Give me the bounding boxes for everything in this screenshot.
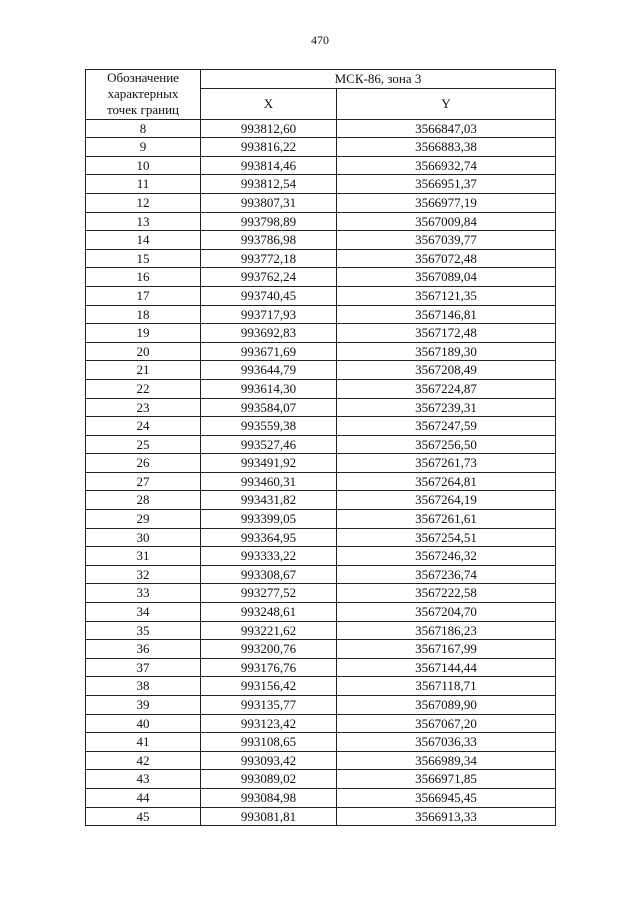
- point-number-cell: 20: [86, 342, 201, 361]
- table-row: [86, 547, 556, 566]
- y-coordinate-cell: 3566977,19: [337, 193, 556, 212]
- table-row: [86, 305, 556, 324]
- point-header-line: точек границ: [106, 102, 180, 118]
- point-number-cell: 37: [86, 658, 201, 677]
- point-number-cell: 38: [86, 677, 201, 696]
- x-coordinate-cell: 993135,77: [201, 696, 337, 715]
- table-row: [86, 417, 556, 436]
- table-row: [86, 379, 556, 398]
- y-coordinate-cell: 3567067,20: [337, 714, 556, 733]
- x-coordinate-cell: 993491,92: [201, 454, 337, 473]
- y-coordinate-cell: 3567036,33: [337, 733, 556, 752]
- point-number-cell: 21: [86, 361, 201, 380]
- table-row: [86, 454, 556, 473]
- y-coordinate-cell: 3567089,04: [337, 268, 556, 287]
- y-coordinate-cell: 3567261,61: [337, 510, 556, 529]
- table-row: [86, 603, 556, 622]
- x-coordinate-cell: 993812,60: [201, 119, 337, 138]
- table-row: [86, 621, 556, 640]
- point-number-cell: 36: [86, 640, 201, 659]
- point-number-cell: 10: [86, 156, 201, 175]
- table-row: [86, 640, 556, 659]
- table-row: [86, 770, 556, 789]
- y-coordinate-cell: 3567256,50: [337, 435, 556, 454]
- point-number-cell: 34: [86, 603, 201, 622]
- y-coordinate-cell: 3567246,32: [337, 547, 556, 566]
- x-coordinate-cell: 993084,98: [201, 788, 337, 807]
- x-coordinate-cell: 993807,31: [201, 193, 337, 212]
- table-row: [86, 156, 556, 175]
- point-number-cell: 39: [86, 696, 201, 715]
- table-row: [86, 472, 556, 491]
- point-number-cell: 32: [86, 565, 201, 584]
- point-number-cell: 27: [86, 472, 201, 491]
- y-coordinate-cell: 3566945,45: [337, 788, 556, 807]
- point-number-cell: 18: [86, 305, 201, 324]
- x-coordinate-cell: 993089,02: [201, 770, 337, 789]
- point-number-cell: 14: [86, 231, 201, 250]
- y-coordinate-cell: 3567144,44: [337, 658, 556, 677]
- y-coordinate-cell: 3566989,34: [337, 751, 556, 770]
- point-number-cell: 44: [86, 788, 201, 807]
- x-coordinate-cell: 993527,46: [201, 435, 337, 454]
- y-coordinate-cell: 3567264,19: [337, 491, 556, 510]
- x-coordinate-cell: 993460,31: [201, 472, 337, 491]
- y-coordinate-cell: 3567089,90: [337, 696, 556, 715]
- y-coordinate-cell: 3567167,99: [337, 640, 556, 659]
- y-coordinate-cell: 3567247,59: [337, 417, 556, 436]
- x-coordinate-cell: 993740,45: [201, 286, 337, 305]
- x-coordinate-cell: 993156,42: [201, 677, 337, 696]
- table-row: [86, 491, 556, 510]
- point-header-line: Обозначение: [107, 70, 179, 86]
- x-coordinate-cell: 993248,61: [201, 603, 337, 622]
- table-header-row: [86, 70, 556, 89]
- point-number-cell: 33: [86, 584, 201, 603]
- y-coordinate-cell: 3567121,35: [337, 286, 556, 305]
- x-coordinate-cell: 993123,42: [201, 714, 337, 733]
- point-number-cell: 8: [86, 119, 201, 138]
- point-number-cell: 40: [86, 714, 201, 733]
- point-number-cell: 16: [86, 268, 201, 287]
- x-coordinate-cell: 993614,30: [201, 379, 337, 398]
- y-coordinate-cell: 3567172,48: [337, 324, 556, 343]
- point-number-cell: 24: [86, 417, 201, 436]
- x-coordinate-cell: 993200,76: [201, 640, 337, 659]
- coordinates-table: [85, 69, 556, 826]
- table-row: [86, 435, 556, 454]
- y-coordinate-cell: 3567236,74: [337, 565, 556, 584]
- point-number-cell: 12: [86, 193, 201, 212]
- y-coordinate-cell: 3566971,85: [337, 770, 556, 789]
- table-row: [86, 788, 556, 807]
- x-coordinate-cell: 993308,67: [201, 565, 337, 584]
- y-coordinate-cell: 3567239,31: [337, 398, 556, 417]
- x-coordinate-cell: 993812,54: [201, 175, 337, 194]
- y-coordinate-cell: 3567118,71: [337, 677, 556, 696]
- x-coordinate-cell: 993364,95: [201, 528, 337, 547]
- x-coordinate-cell: 993093,42: [201, 751, 337, 770]
- table-row: [86, 510, 556, 529]
- table-row: [86, 268, 556, 287]
- y-coordinate-cell: 3567264,81: [337, 472, 556, 491]
- y-coordinate-cell: 3567204,70: [337, 603, 556, 622]
- table-row: [86, 119, 556, 138]
- y-coordinate-cell: 3567072,48: [337, 249, 556, 268]
- point-number-cell: 31: [86, 547, 201, 566]
- x-coordinate-cell: 993176,76: [201, 658, 337, 677]
- point-number-cell: 30: [86, 528, 201, 547]
- point-number-cell: 28: [86, 491, 201, 510]
- x-coordinate-cell: 993584,07: [201, 398, 337, 417]
- table-row: [86, 733, 556, 752]
- table-row: [86, 342, 556, 361]
- point-number-cell: 26: [86, 454, 201, 473]
- x-coordinate-cell: 993798,89: [201, 212, 337, 231]
- point-number-cell: 17: [86, 286, 201, 305]
- x-coordinate-cell: 993671,69: [201, 342, 337, 361]
- table-row: [86, 807, 556, 826]
- table-row: [86, 565, 556, 584]
- x-coordinate-cell: 993108,65: [201, 733, 337, 752]
- point-header-line: характерных: [107, 86, 179, 102]
- point-number-cell: 15: [86, 249, 201, 268]
- table-row: [86, 175, 556, 194]
- x-coordinate-cell: 993814,46: [201, 156, 337, 175]
- table-row: [86, 324, 556, 343]
- x-coordinate-cell: 993431,82: [201, 491, 337, 510]
- point-number-cell: 19: [86, 324, 201, 343]
- table-row: [86, 751, 556, 770]
- y-coordinate-cell: 3567009,84: [337, 212, 556, 231]
- y-coordinate-cell: 3566932,74: [337, 156, 556, 175]
- x-coordinate-cell: 993786,98: [201, 231, 337, 250]
- x-coordinate-cell: 993081,81: [201, 807, 337, 826]
- point-number-cell: 22: [86, 379, 201, 398]
- page-number: 470: [311, 33, 329, 47]
- table-row: [86, 658, 556, 677]
- y-coordinate-cell: 3567189,30: [337, 342, 556, 361]
- table-row: [86, 584, 556, 603]
- x-coordinate-cell: 993717,93: [201, 305, 337, 324]
- x-coordinate-cell: 993221,62: [201, 621, 337, 640]
- x-coordinate-cell: 993559,38: [201, 417, 337, 436]
- point-number-cell: 43: [86, 770, 201, 789]
- y-coordinate-cell: 3566883,38: [337, 138, 556, 157]
- y-coordinate-cell: 3567261,73: [337, 454, 556, 473]
- table-row: [86, 231, 556, 250]
- y-coordinate-cell: 3566951,37: [337, 175, 556, 194]
- table-row: [86, 714, 556, 733]
- point-number-cell: 41: [86, 733, 201, 752]
- y-coordinate-cell: 3566847,03: [337, 119, 556, 138]
- table-row: [86, 249, 556, 268]
- table-row: [86, 361, 556, 380]
- table-row: [86, 398, 556, 417]
- y-coordinate-cell: 3567254,51: [337, 528, 556, 547]
- y-coordinate-cell: 3566913,33: [337, 807, 556, 826]
- y-coordinate-cell: 3567039,77: [337, 231, 556, 250]
- coordinate-system-header: МСК-86, зона 3: [201, 70, 556, 89]
- point-number-cell: 45: [86, 807, 201, 826]
- x-coordinate-cell: 993277,52: [201, 584, 337, 603]
- y-coordinate-cell: 3567146,81: [337, 305, 556, 324]
- table-row: [86, 212, 556, 231]
- table-row: [86, 138, 556, 157]
- x-coordinate-cell: 993816,22: [201, 138, 337, 157]
- x-coordinate-cell: 993762,24: [201, 268, 337, 287]
- x-coordinate-cell: 993644,79: [201, 361, 337, 380]
- table-body: [86, 119, 556, 826]
- x-coordinate-cell: 993772,18: [201, 249, 337, 268]
- point-number-cell: 11: [86, 175, 201, 194]
- table-row: [86, 696, 556, 715]
- table-row: [86, 193, 556, 212]
- x-coordinate-cell: 993333,22: [201, 547, 337, 566]
- table-row: [86, 528, 556, 547]
- point-number-cell: 42: [86, 751, 201, 770]
- y-column-header: Y: [337, 88, 556, 119]
- point-number-cell: 29: [86, 510, 201, 529]
- y-coordinate-cell: 3567208,49: [337, 361, 556, 380]
- y-coordinate-cell: 3567186,23: [337, 621, 556, 640]
- table-row: [86, 677, 556, 696]
- point-number-cell: 13: [86, 212, 201, 231]
- table-row: [86, 286, 556, 305]
- x-coordinate-cell: 993399,05: [201, 510, 337, 529]
- y-coordinate-cell: 3567222,58: [337, 584, 556, 603]
- point-number-cell: 25: [86, 435, 201, 454]
- x-column-header: X: [201, 88, 337, 119]
- point-number-cell: 35: [86, 621, 201, 640]
- point-number-cell: 23: [86, 398, 201, 417]
- x-coordinate-cell: 993692,83: [201, 324, 337, 343]
- y-coordinate-cell: 3567224,87: [337, 379, 556, 398]
- point-number-cell: 9: [86, 138, 201, 157]
- point-designation-header: [86, 70, 201, 120]
